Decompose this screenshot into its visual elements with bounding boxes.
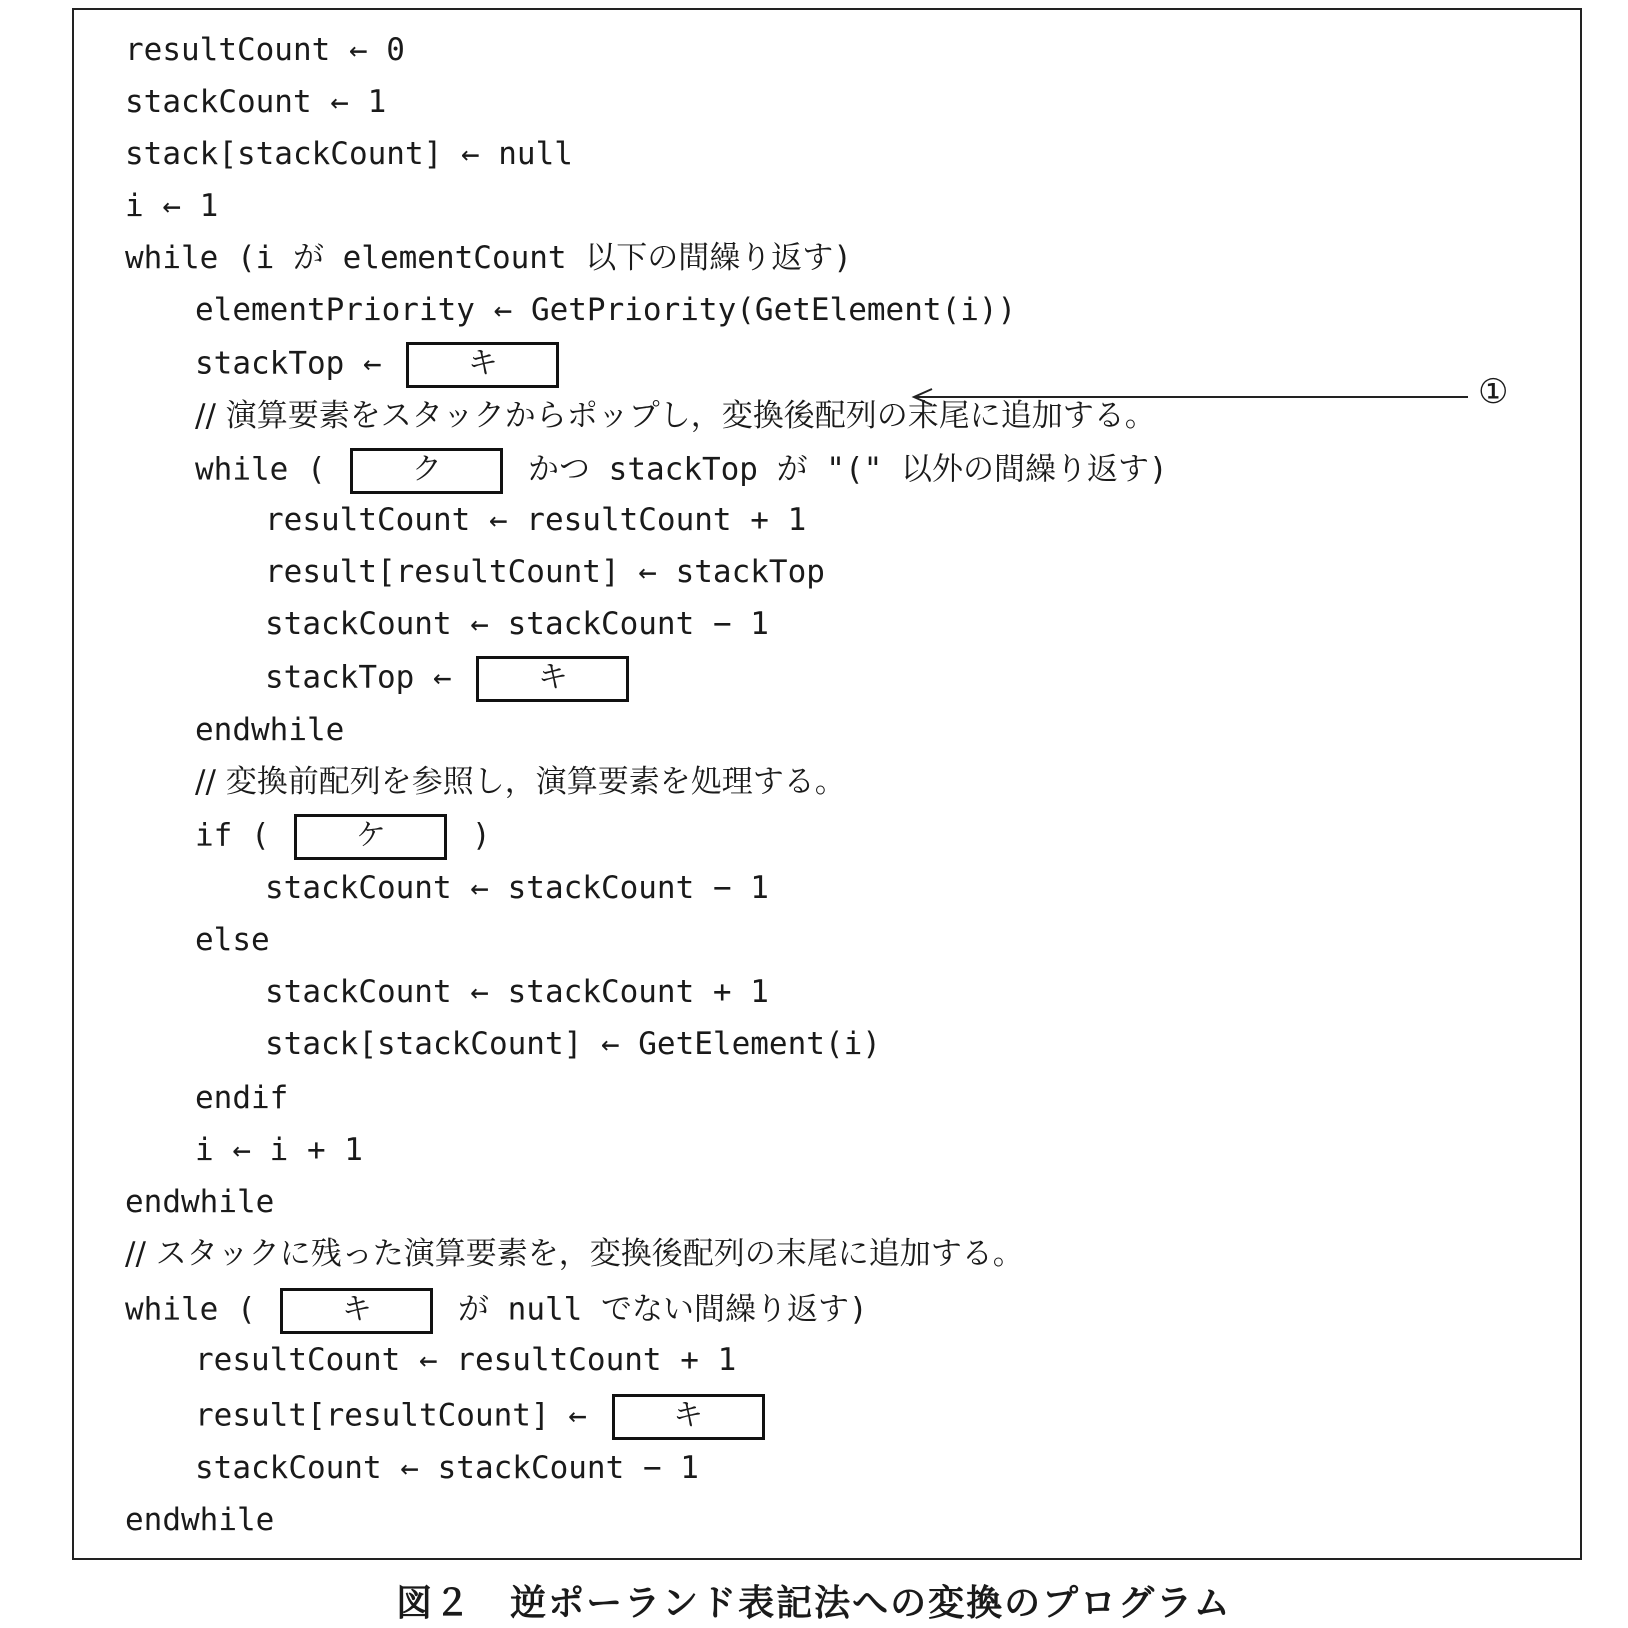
code-text: ) bbox=[472, 817, 491, 854]
code-text: かつ stackTop が "(" 以外の間繰り返す) bbox=[528, 451, 1168, 488]
pointer-arrow-icon bbox=[910, 387, 1470, 407]
code-text: result[resultCount] ← bbox=[195, 1397, 587, 1434]
marker-label-1: ① bbox=[1478, 372, 1509, 412]
code-text: while ( bbox=[125, 1291, 256, 1328]
code-line-7 bbox=[195, 342, 565, 382]
code-line-5: while (i が elementCount 以下の間繰り返す) bbox=[125, 240, 852, 276]
code-line-20: stack[stackCount] ← GetElement(i) bbox=[265, 1026, 881, 1062]
code-line-9 bbox=[195, 448, 1168, 488]
blank-box-ki: キ bbox=[280, 1288, 433, 1334]
code-line-18: else bbox=[195, 922, 270, 958]
code-line-21: endif bbox=[195, 1080, 289, 1116]
code-line-29: endwhile bbox=[125, 1502, 275, 1538]
code-line-22: i ← i + 1 bbox=[195, 1132, 363, 1168]
code-text: while ( bbox=[195, 451, 326, 488]
code-line-13 bbox=[265, 656, 635, 696]
code-line-2: stackCount ← 1 bbox=[125, 84, 387, 120]
blank-box-ki: キ bbox=[612, 1394, 765, 1440]
code-text: が null でない間繰り返す) bbox=[458, 1291, 868, 1328]
blank-box-ki: キ bbox=[406, 342, 559, 388]
code-line-14: endwhile bbox=[195, 712, 345, 748]
comment-line-remaining: // スタックに残った演算要素を，変換後配列の末尾に追加する。 bbox=[125, 1236, 1024, 1272]
code-line-3: stack[stackCount] ← null bbox=[125, 136, 573, 172]
code-line-11: result[resultCount] ← stackTop bbox=[265, 554, 825, 590]
code-text: if ( bbox=[195, 817, 270, 854]
code-line-25 bbox=[125, 1288, 868, 1328]
comment-line-pop: // 演算要素をスタックからポップし，変換後配列の末尾に追加する。 bbox=[195, 398, 1156, 434]
code-line-10: resultCount ← resultCount + 1 bbox=[265, 502, 807, 538]
code-line-23: endwhile bbox=[125, 1184, 275, 1220]
code-line-16 bbox=[195, 814, 491, 854]
code-line-1: resultCount ← 0 bbox=[125, 32, 405, 68]
code-line-19: stackCount ← stackCount + 1 bbox=[265, 974, 769, 1010]
code-line-17: stackCount ← stackCount − 1 bbox=[265, 870, 769, 906]
figure-caption: 図２ 逆ポーランド表記法への変換のプログラム bbox=[396, 1583, 1232, 1624]
blank-box-ku: ク bbox=[350, 448, 503, 494]
code-line-26: resultCount ← resultCount + 1 bbox=[195, 1342, 737, 1378]
blank-box-ke: ケ bbox=[294, 814, 447, 860]
comment-line-process: // 変換前配列を参照し，演算要素を処理する。 bbox=[195, 764, 846, 800]
code-line-27 bbox=[195, 1394, 771, 1434]
code-line-4: i ← 1 bbox=[125, 188, 219, 224]
code-line-28: stackCount ← stackCount − 1 bbox=[195, 1450, 699, 1486]
code-line-6: elementPriority ← GetPriority(GetElement(i)) bbox=[195, 292, 1017, 328]
code-text: stackTop ← bbox=[195, 345, 382, 382]
blank-box-ki: キ bbox=[476, 656, 629, 702]
code-text: stackTop ← bbox=[265, 659, 452, 696]
code-line-12: stackCount ← stackCount − 1 bbox=[265, 606, 769, 642]
